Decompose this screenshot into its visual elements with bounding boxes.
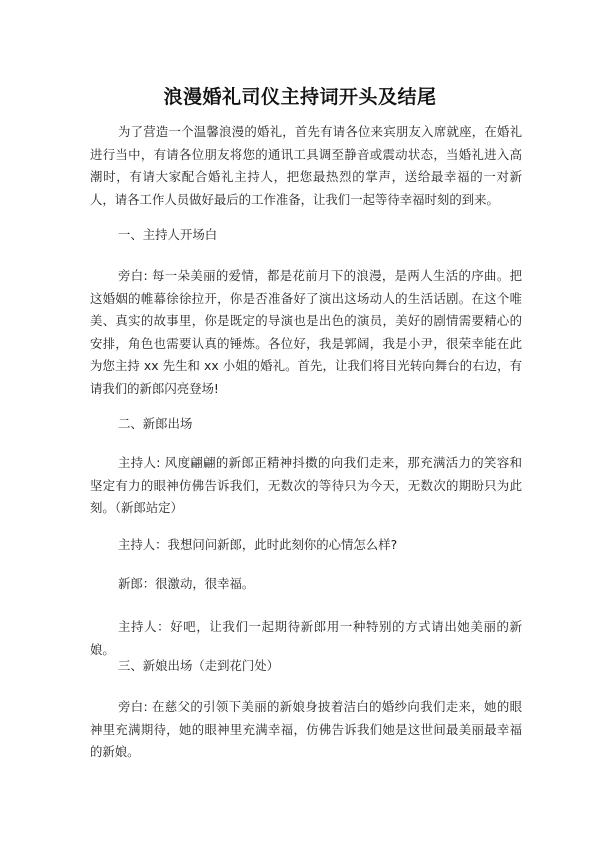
bride-entrance-paragraph: 旁白: 在慈父的引领下美丽的新娘身披着洁白的婚纱向我们走来，她的眼神里充满期待，她的眼神里充满幸福，仿佛告诉我们她是这世间最美丽最幸福的新娘。 — [90, 699, 522, 759]
host-invite-bride-line: 主持人：好吧，让我们一起期待新郎用一种特别的方式请出她美丽的新娘。 — [90, 619, 522, 657]
host-question-line: 主持人：我想问问新郎，此时此刻你的心情怎么样? — [118, 537, 398, 552]
section-heading-groom-entrance: 二、新郎出场 — [118, 416, 193, 431]
groom-answer-line: 新郎：很激动，很幸福。 — [118, 576, 255, 591]
document-title: 浪漫婚礼司仪主持词开头及结尾 — [163, 86, 437, 108]
section-heading-host-opening: 一、主持人开场白 — [118, 227, 218, 242]
intro-paragraph: 为了营造一个温馨浪漫的婚礼，首先有请各位来宾朋友入席就座，在婚礼进行当中，有请各位朋友将您的通讯工具调至静音或震动状态，当婚礼进入高潮时，有请大家配合婚礼主持人，把您最热烈的掌声，送给最幸福的一对新人，请各工作人员做好最后的工作准备，让我们一起等待幸福时刻的到来。 — [90, 124, 522, 207]
groom-entrance-paragraph: 主持人: 风度翩翩的新郎正精神抖擞的向我们走来，那充满活力的笑容和坚定有力的眼神仿佛告诉我们，无数次的等待只为今天，无数次的期盼只为此刻。（新郎站定） — [90, 455, 522, 515]
section-heading-bride-entrance: 三、新娘出场（走到花门处） — [118, 658, 280, 673]
host-opening-paragraph: 旁白: 每一朵美丽的爱情，都是花前月下的浪漫，是两人生活的序曲。把这婚姻的帷幕徐徐拉开，你是否准备好了演出这场动人的生活话剧。在这个唯美、真实的故事里，你是既定的导演也是出色的演员，美好的剧情需要精心的安排，角色也需要认真的锤炼。各位好，我是郭阔，我是小尹，很荣幸能在此为您主持 xx 先生和 xx 小姐的婚礼。首先，让我们将目光转向舞台的右边，有请我们的新郎闪亮登场! — [90, 268, 522, 396]
